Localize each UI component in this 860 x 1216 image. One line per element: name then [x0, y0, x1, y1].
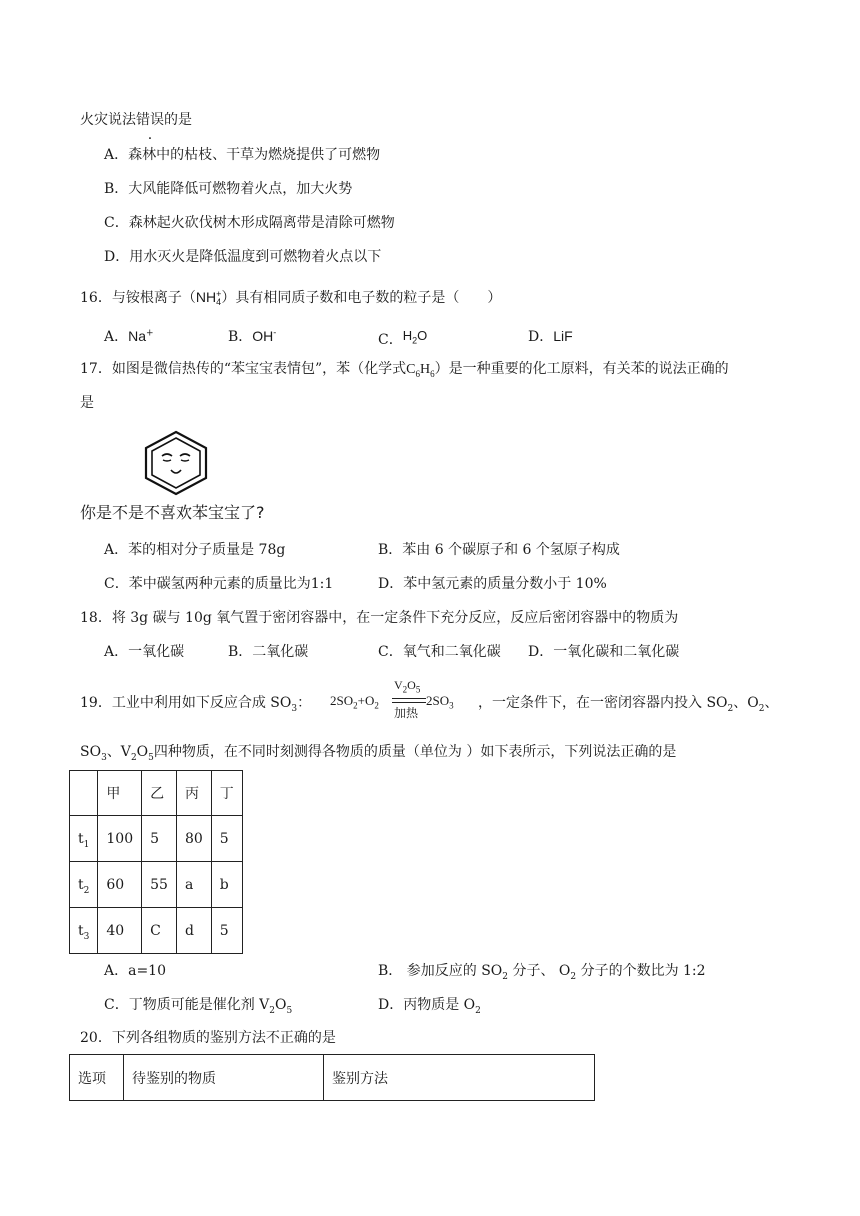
q17-option-d: D．苯中氢元素的质量分数小于 10% — [378, 576, 607, 592]
time-sub: 2 — [83, 885, 90, 896]
q19-stem-a-sub: 3 — [291, 703, 298, 714]
q15-option-a: A．森林中的枯枝、干草为燃烧提供了可燃物 — [104, 147, 381, 163]
table-cell: b — [211, 862, 242, 908]
q19-stem-b: ，一定条件下，在一密闭容器内投入 SO — [478, 695, 728, 711]
q19-eq-cat-sub2: 5 — [415, 684, 421, 695]
q19-stem-b-sub1: 2 — [727, 703, 734, 714]
q17-stem-a: 17．如图是微信热传的“苯宝宝表情包”，苯（化学式 — [80, 361, 407, 377]
q16-stem — [80, 287, 501, 308]
q19-eq-plus-sub: 2 — [374, 700, 379, 711]
q19-line2-a: SO — [80, 744, 102, 760]
time-sub: 1 — [83, 839, 90, 850]
q16-option-c — [378, 326, 427, 350]
q19-eq-cat-o: O — [407, 678, 416, 692]
q17-formula — [406, 362, 434, 377]
q16-option-b — [228, 326, 276, 347]
q16-ammonium — [195, 289, 222, 308]
q15-option-b: B．大风能降低可燃物着火点，加大火势 — [104, 181, 353, 197]
q19-option-a: A．a=10 — [104, 963, 167, 979]
q19-opt-b-a: B． 参加反应的 SO — [378, 963, 503, 979]
q16-opt-b-sup: - — [273, 328, 277, 339]
table-cell: 5 — [211, 816, 242, 862]
q19-eq-left-text: 2SO — [330, 693, 354, 708]
q19-stem-a: 19．工业中利用如下反应合成 SO — [80, 695, 292, 711]
q19-opt-b-c: 分子的个数比为 1:2 — [576, 963, 706, 979]
time-cell — [70, 908, 98, 954]
q16-opt-d-value: LiF — [553, 328, 573, 344]
q19-option-c — [104, 995, 292, 1015]
time-label: t — [78, 830, 84, 847]
q17-formula-h: H — [419, 362, 431, 377]
q19-eq-line-top — [392, 698, 426, 699]
table-cell: 55 — [142, 862, 177, 908]
q17-option-b: B．苯由 6 个碳原子和 6 个氢原子构成 — [378, 542, 620, 558]
q19-stem-line1 — [80, 693, 311, 713]
q19-mass-table — [69, 770, 243, 954]
q16-opt-c-sub: 2 — [412, 335, 418, 346]
q19-opt-b-sub2: 2 — [570, 971, 577, 982]
q19-stem-b-sub2: 2 — [758, 703, 765, 714]
q16-opt-a-sup: + — [146, 328, 154, 339]
table-header-cell: 鉴别方法 — [324, 1055, 595, 1101]
q20-stem: 20．下列各组物质的鉴别方法不正确的是 — [80, 1030, 336, 1046]
q19-eq-cat-sub1: 2 — [402, 684, 408, 695]
q19-eq-right-sub: 3 — [449, 700, 454, 711]
q19-eq-plus: +O — [357, 693, 375, 708]
q19-line2-b: 、V — [106, 744, 131, 760]
table-cell: 5 — [211, 908, 242, 954]
table-row — [70, 908, 243, 954]
q18-option-c: C．氧气和二氧化碳 — [378, 644, 501, 660]
benzene-face-icon — [142, 430, 210, 496]
table-cell: 100 — [98, 816, 142, 862]
table-cell: 60 — [98, 862, 142, 908]
q19-option-b — [378, 961, 706, 981]
q15-stem-text-end: 的是 — [164, 112, 192, 128]
q16-ion-sup: + — [216, 289, 222, 300]
q19-eq-right-text: 2SO — [426, 693, 450, 708]
time-sub: 3 — [83, 931, 90, 942]
table-cell: d — [176, 908, 211, 954]
q19-opt-c-b: O — [275, 997, 287, 1013]
q16-opt-c-formula — [402, 328, 428, 346]
q17-stem-line2: 是 — [80, 395, 94, 411]
q19-line2-d: 四种物质，在不同时刻测得各物质的质量（单位为 ）如下表所示，下列说法正确的是 — [153, 744, 677, 760]
q16-opt-c-o: O — [417, 328, 428, 343]
q17-option-a: A．苯的相对分子质量是 78g — [104, 542, 286, 558]
q17-formula-c: C — [406, 362, 416, 377]
table-cell: 5 — [142, 816, 177, 862]
table-cell: 40 — [98, 908, 142, 954]
q18-option-d: D．一氧化碳和二氧化碳 — [528, 644, 680, 660]
q16-option-d — [528, 326, 573, 347]
q16-stem-b: ）具有相同质子数和电子数的粒子是（ ） — [221, 290, 502, 306]
time-label: t — [78, 922, 84, 939]
q19-eq-catalyst — [394, 678, 420, 693]
q19-eq-left — [330, 693, 379, 709]
q16-stem-a: 16．与铵根离子（ — [80, 290, 196, 306]
q16-opt-d-label: D． — [528, 329, 554, 345]
q19-opt-c-a: C．丁物质可能是催化剂 V — [104, 997, 270, 1013]
q16-opt-b-label: B． — [228, 329, 253, 345]
q17-stem-line1 — [80, 359, 729, 380]
q15-stem-text: 火灾说法 — [80, 112, 136, 128]
q19-eq-line-bottom — [392, 702, 426, 703]
q19-stem-line2 — [80, 742, 676, 762]
q15-option-c: C．森林起火砍伐树木形成隔离带是清除可燃物 — [104, 215, 395, 231]
q17-option-c: C．苯中碳氢两种元素的质量比为1:1 — [104, 576, 334, 592]
q19-opt-b-sub1: 2 — [502, 971, 508, 982]
q16-option-a — [104, 326, 154, 347]
q18-option-a: A．一氧化碳 — [104, 644, 185, 660]
table-header-cell: 丙 — [176, 771, 211, 816]
q16-opt-a-label: A． — [104, 329, 129, 345]
q19-eq-cat-v: V — [394, 678, 403, 692]
time-label: t — [78, 876, 84, 893]
q16-opt-a-value: Na — [128, 328, 147, 344]
table-header-cell — [70, 771, 98, 816]
table-header-cell: 待鉴别的物质 — [124, 1055, 324, 1101]
q16-ion: NH — [195, 289, 217, 305]
q19-eq-condition: 加热 — [394, 706, 419, 720]
q19-option-d — [378, 995, 481, 1015]
q19-opt-c-sub1: 2 — [269, 1005, 276, 1016]
q20-table — [69, 1054, 595, 1101]
time-cell — [70, 862, 98, 908]
q15-stem-emphasis — [136, 110, 164, 130]
q17-formula-h-sub: 6 — [430, 368, 435, 379]
table-header-cell: 丁 — [211, 771, 242, 816]
q15-option-d: D．用水灭火是降低温度到可燃物着火点以下 — [104, 249, 382, 265]
q15-stem — [80, 110, 192, 130]
q18-option-b: B．二氧化碳 — [228, 644, 309, 660]
q17-stem-b: ）是一种重要的化工原料，有关苯的说法正确的 — [434, 361, 729, 377]
q16-opt-c-h: H — [402, 328, 413, 343]
q19-reaction-equation — [330, 678, 460, 722]
q19-stem-a-end: ： — [297, 695, 312, 711]
q19-line2-sub1: 3 — [101, 752, 107, 763]
q16-opt-b-value: OH — [252, 328, 274, 344]
table-row — [70, 816, 243, 862]
q16-opt-c-label: C． — [378, 332, 403, 348]
q19-line2-c: O — [136, 744, 149, 760]
q19-stem-b-mid: 、O — [733, 695, 759, 711]
table-cell: C — [142, 908, 177, 954]
table-row — [70, 862, 243, 908]
benzene-emoji-image — [142, 430, 210, 496]
q18-stem: 18．将 3g 碳与 10g 氧气置于密闭容器中，在一定条件下充分反应，反应后密闭容器中的物质为 — [80, 610, 679, 626]
q16-ion-sub: 4 — [216, 297, 222, 308]
benzene-caption: 你是不是不喜欢苯宝宝了? — [80, 503, 265, 522]
q17-formula-c-sub: 6 — [415, 368, 420, 379]
q19-line2-sub3: 5 — [148, 752, 154, 763]
table-header-row — [70, 771, 243, 816]
table-header-cell: 甲 — [98, 771, 142, 816]
q19-opt-d-sub: 2 — [475, 1005, 481, 1016]
q19-opt-d-a: D．丙物质是 O — [378, 997, 476, 1013]
table-cell: a — [176, 862, 211, 908]
q15-emph-text: 错误 — [136, 112, 164, 128]
q19-stem-b-end: 、 — [764, 695, 779, 711]
time-cell — [70, 816, 98, 862]
q19-opt-b-b: 分子、 O — [508, 963, 571, 979]
q19-stem-line1-tail — [478, 693, 778, 713]
table-cell: 80 — [176, 816, 211, 862]
q19-eq-left-sub: 2 — [353, 700, 358, 711]
q19-opt-c-sub2: 5 — [286, 1005, 293, 1016]
q19-eq-right — [426, 693, 454, 709]
table-header-row — [70, 1055, 595, 1101]
table-header-cell: 乙 — [142, 771, 177, 816]
q19-line2-sub2: 2 — [130, 752, 137, 763]
table-header-cell: 选项 — [70, 1055, 124, 1101]
